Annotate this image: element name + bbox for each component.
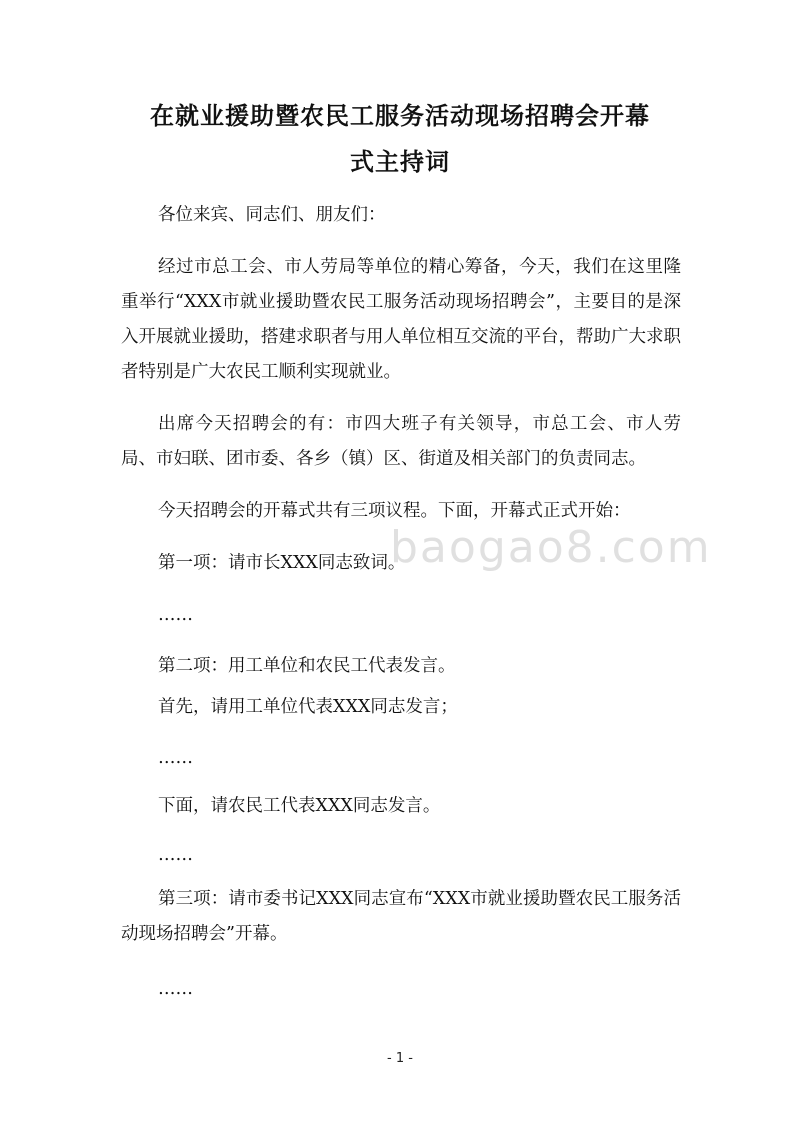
ellipsis-4: …… bbox=[158, 979, 193, 999]
agenda-item-3: 第三项：请市委书记XXX同志宣布“XXX市就业援助暨农民工服务活动现场招聘会”开幕。 bbox=[121, 889, 681, 944]
agenda-intro-paragraph: 今天招聘会的开幕式共有三项议程。下面，开幕式正式开始： bbox=[158, 501, 631, 521]
employer-speech-paragraph: 首先，请用工单位代表XXX同志发言； bbox=[158, 697, 458, 717]
page-number: - 1 - bbox=[387, 1051, 413, 1066]
document-title-line-1: 在就业援助暨农民工服务活动现场招聘会开幕 bbox=[150, 102, 650, 130]
document-title-line-2: 式主持词 bbox=[350, 148, 450, 176]
watermark-text: baogao8.com bbox=[390, 522, 712, 573]
salutation-paragraph: 各位来宾、同志们、朋友们： bbox=[158, 205, 386, 225]
attendees-paragraph: 出席今天招聘会的有：市四大班子有关领导，市总工会、市人劳局、市妇联、团市委、各乡（镇）区、街道及相关部门的负责同志。 bbox=[121, 414, 681, 469]
ellipsis-3: …… bbox=[158, 845, 193, 865]
ellipsis-2: …… bbox=[158, 748, 193, 768]
agenda-item-1: 第一项：请市长XXX同志致词。 bbox=[158, 553, 406, 573]
opening-paragraph: 经过市总工会、市人劳局等单位的精心筹备，今天，我们在这里隆重举行“XXX市就业援助暨农民工服务活动现场招聘会”，主要目的是深入开展就业援助，搭建求职者与用人单位相互交流的平台，帮助广大求职者特别是广大农民工顺利实现就业。 bbox=[121, 257, 681, 382]
ellipsis-1: …… bbox=[158, 605, 193, 625]
worker-speech-paragraph: 下面，请农民工代表XXX同志发言。 bbox=[158, 796, 441, 816]
agenda-item-2: 第二项：用工单位和农民工代表发言。 bbox=[158, 656, 456, 676]
